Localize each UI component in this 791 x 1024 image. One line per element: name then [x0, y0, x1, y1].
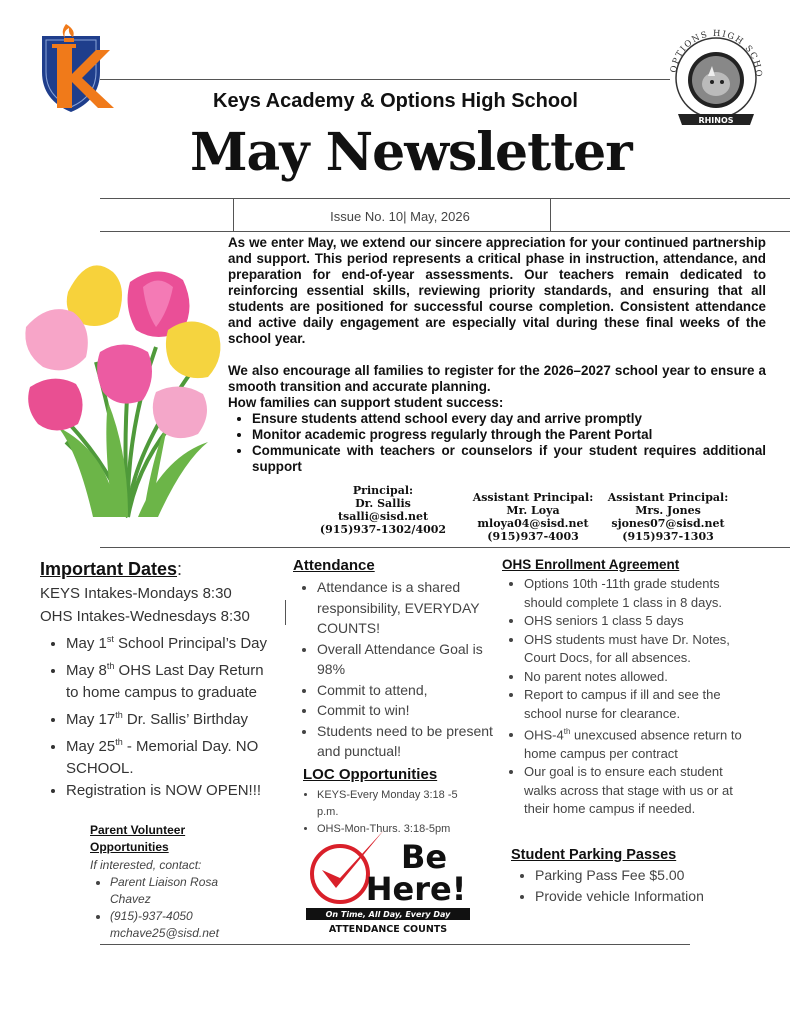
list-item: • Communicate with teachers or counselors if your student requires additional support: [252, 443, 766, 475]
rhinos-badge: [662, 26, 770, 130]
list-item: • OHS-Mon-Thurs. 3:18-5pm: [317, 821, 498, 838]
staff-email: mloya04@sisd.net: [477, 517, 589, 530]
staff-name: Mr. Loya: [506, 504, 560, 517]
staff-email: tsalli@sisd.net: [337, 510, 429, 523]
svg-text:RHINOS: RHINOS: [698, 116, 734, 125]
staff-phone: (915)937-4003: [487, 530, 579, 543]
staff-name: Mrs. Jones: [635, 504, 701, 517]
dates-list: [40, 628, 280, 802]
list-item: • May 17th Dr. Sallis’ Birthday: [66, 704, 280, 731]
list-item: • Attendance is a shared responsibility, EVERYDAY COUNTS!: [317, 577, 498, 639]
svg-text:OPTIONS HIGH SCHOOL: OPTIONS HIGH SCHO: [669, 28, 764, 79]
list-item: • Ensure students attend school every day and arrive promptly: [252, 411, 766, 427]
be-here-graphic: [306, 826, 472, 936]
svg-text:Be: Be: [400, 838, 448, 876]
staff-role: Principal:: [352, 484, 414, 497]
parking-list: [511, 865, 741, 907]
issue-info: Issue No. 10| May, 2026: [330, 209, 470, 224]
list-item: • KEYS-Every Monday 3:18 -5 p.m.: [317, 787, 467, 821]
support-list: [228, 411, 766, 475]
important-dates-section: Important Dates: KEYS Intakes-Mondays 8:30 OHS Intakes-Wednesdays 8:30 • May 1st School Principal’s Day • May 8th OHS Last Day Return to home campus to graduate • May 17th Dr. Sallis’ Birthday • May 25th - Memorial Day. NO SCHOOL. • Registration is NOW OPEN!!!: [40, 556, 280, 802]
staff-phone: (915)937-1303: [622, 530, 714, 543]
ohs-intakes: OHS Intakes-Wednesdays 8:30: [40, 608, 250, 625]
enrollment-list: [502, 575, 762, 819]
support-heading: How families can support student success:: [228, 395, 504, 410]
list-item: • Our goal is to ensure each student walks across that stage with us or at their home campus if needed.: [524, 763, 744, 819]
list-item: • Overall Attendance Goal is 98%: [317, 639, 498, 680]
list-item: • (915)-937-4050 mchave25@sisd.net: [110, 908, 230, 942]
intro-text: [228, 235, 766, 475]
enrollment-heading: OHS Enrollment Agreement: [502, 557, 680, 572]
svg-text:On Time, All Day, Every Day: On Time, All Day, Every Day: [325, 910, 451, 919]
list-item: • Report to campus if ill and see the school nurse for clearance.: [524, 686, 734, 723]
important-dates-heading: Important Dates: [40, 559, 178, 579]
staff-email: sjones07@sisd.net: [611, 517, 725, 530]
staff-assistant-principal-2: [603, 491, 733, 543]
svg-text:Here!: Here!: [365, 870, 467, 908]
parking-heading: Student Parking Passes: [511, 847, 677, 863]
attendance-section: [293, 556, 498, 838]
volunteer-subheading: If interested, contact:: [90, 858, 202, 872]
intro-paragraph-2: We also encourage all families to register for the 2026–2027 school year to ensure a smooth transition and accurate planning.: [228, 363, 766, 394]
list-item: • May 25th - Memorial Day. NO SCHOOL.: [66, 731, 280, 780]
attendance-list: [293, 577, 498, 762]
keys-logo: [38, 22, 118, 114]
attendance-heading: Attendance: [293, 557, 375, 574]
list-item: • No parent notes allowed.: [524, 668, 762, 687]
list-item: • May 8th OHS Last Day Return to home campus to graduate: [66, 655, 280, 704]
list-item: • Registration is NOW OPEN!!!: [66, 780, 280, 802]
newsletter-title: May Newsletter: [190, 122, 632, 183]
staff-name: Dr. Sallis: [355, 497, 411, 510]
tulip-bouquet-image: [18, 252, 228, 522]
enrollment-section: [502, 556, 762, 819]
staff-phone: (915)937-1302/4002: [319, 523, 447, 536]
list-item: • Students need to be present and punctual!: [317, 721, 498, 762]
list-item: • Options 10th -11th grade students should complete 1 class in 8 days.: [524, 575, 734, 612]
intro-paragraph-1: As we enter May, we extend our sincere appreciation for your continued partnership and support. This period represents a critical phase in instruction, attendance, and preparation for end-of-year assessments. Our teachers remain dedicated to reinforcing essential skills, reviewing priority standards, and ensuring that all students are positioned for successful course completion. Consistent attendance and active daily engagement are especially vital during these final weeks of the school year.: [228, 235, 766, 346]
staff-role: Assistant Principal:: [607, 491, 729, 504]
staff-role: Assistant Principal:: [472, 491, 594, 504]
list-item: • Commit to win!: [317, 700, 498, 721]
list-item: • Monitor academic progress regularly through the Parent Portal: [252, 427, 766, 443]
svg-text:ATTENDANCE COUNTS: ATTENDANCE COUNTS: [328, 924, 448, 935]
list-item: • May 1st School Principal’s Day: [66, 628, 280, 655]
parking-section: [511, 846, 741, 907]
staff-assistant-principal-1: [468, 491, 598, 543]
list-item: • OHS-4th unexcused absence return to home campus per contract: [524, 723, 754, 763]
volunteer-heading: Parent Volunteer Opportunities: [90, 823, 186, 854]
school-name: Keys Academy & Options High School: [213, 90, 578, 112]
list-item: • Parking Pass Fee $5.00: [535, 865, 741, 886]
list-item: • OHS students must have Dr. Notes, Court Docs, for all absences.: [524, 631, 754, 668]
list-item: • Parent Liaison Rosa Chavez: [110, 874, 230, 908]
list-item: • OHS seniors 1 class 5 days: [524, 612, 762, 631]
volunteer-contact-list: [90, 874, 280, 942]
keys-intakes: KEYS Intakes-Mondays 8:30: [40, 585, 232, 602]
list-item: • Provide vehicle Information: [535, 886, 741, 907]
loc-heading: LOC Opportunities: [303, 765, 438, 783]
staff-principal: [318, 484, 448, 536]
volunteer-section: [90, 822, 280, 942]
list-item: • Commit to attend,: [317, 680, 498, 701]
